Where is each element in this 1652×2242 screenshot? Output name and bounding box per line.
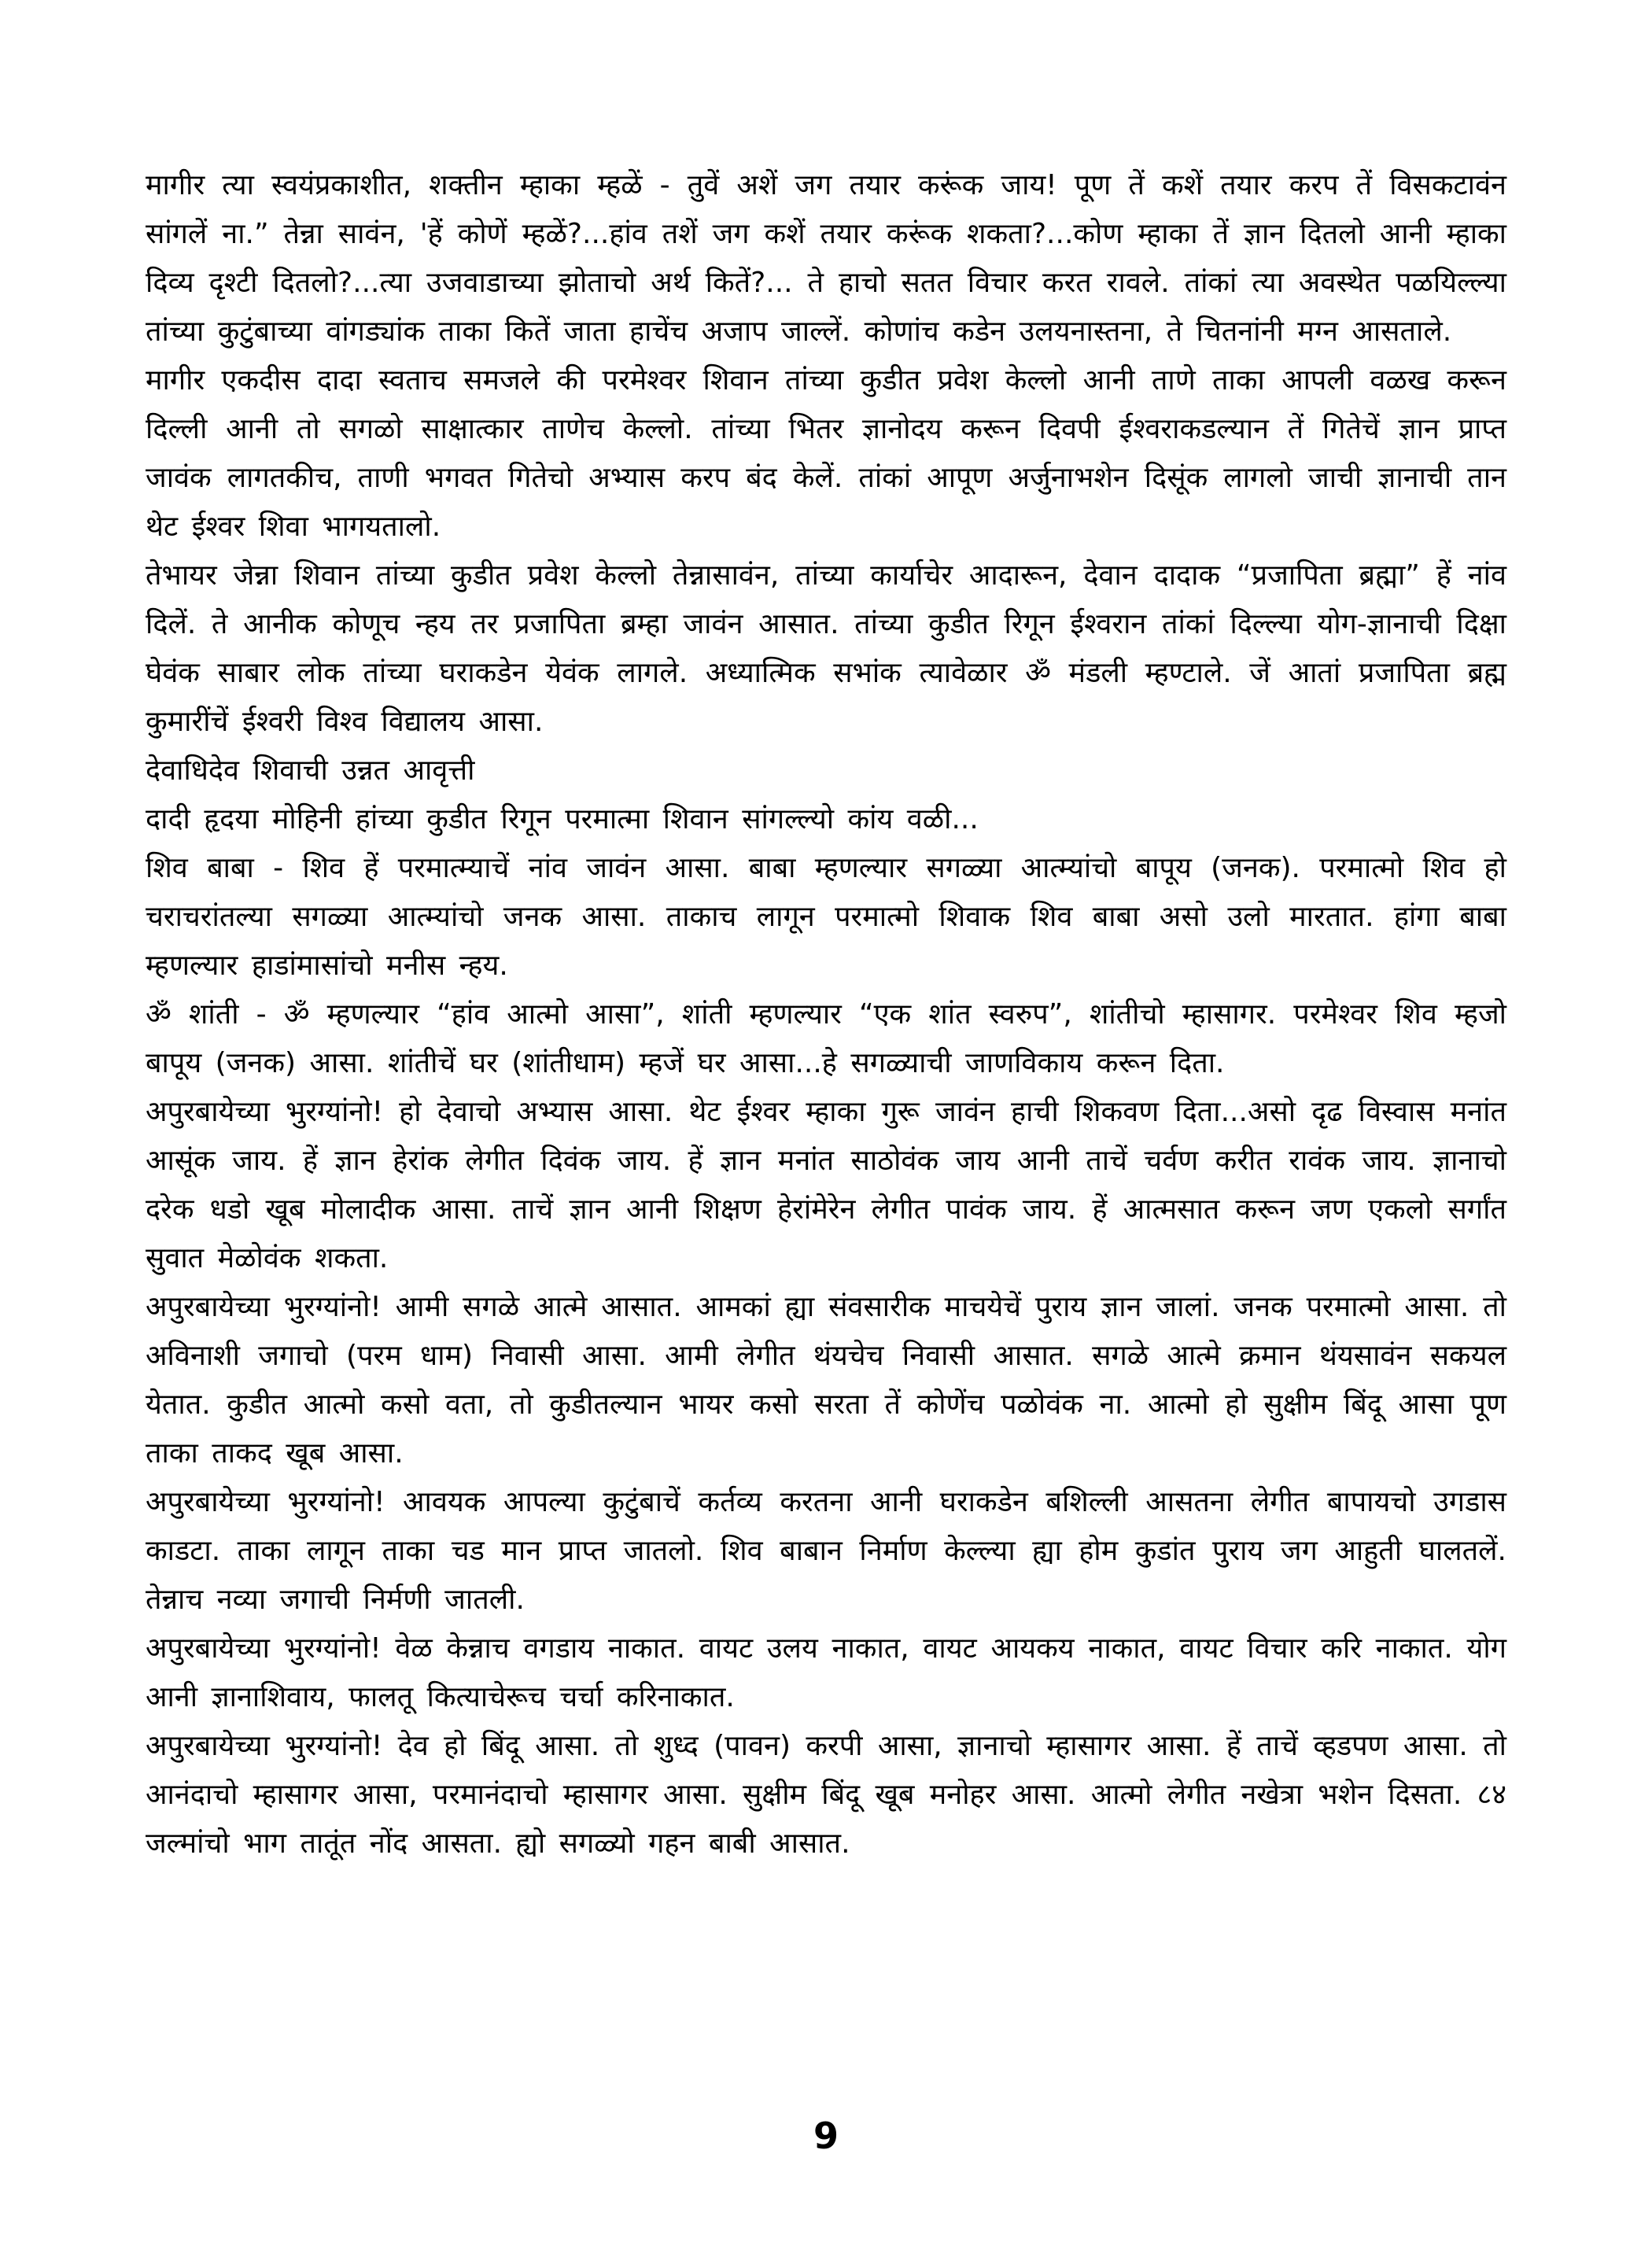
paragraph: शिव बाबा - शिव हें परमात्म्याचें नांव जावंन आसा. बाबा म्हणल्यार सगळ्या आत्म्यांचो बापूय (जनक). परमात्मो शिव हो चराचरांतल्या सगळ्या आत्म्यांचो जनक आसा. ताकाच लागून परमात्मो शिवाक शिव बाबा असो उलो मारतात. हांगा बाबा म्हणल्यार हाडांमासांचो मनीस न्हय. bbox=[146, 852, 1506, 982]
paragraph: अपुरबायेच्या भुरग्यांनो! हो देवाचो अभ्यास आसा. थेट ईश्वर म्हाका गुरू जावंन हाची शिकवण दिता...असो दृढ विस्वास मनांत आसूंक जाय. हें ज्ञान हेरांक लेगीत दिवंक जाय. हें ज्ञान मनांत साठोवंक जाय आनी ताचें चर्वण करीत रावंक जाय. ज्ञानाचो दरेक धडो खूब मोलादीक आसा. ताचें ज्ञान आनी शिक्षण हेरांमेरेन लेगीत पावंक जाय. हें आत्मसात करून जण एकलो सर्गांत सुवात मेळोवंक शकता. bbox=[146, 1096, 1506, 1274]
section-heading: देवाधिदेव शिवाची उन्नत आवृत्ती bbox=[146, 754, 475, 787]
paragraph: अपुरबायेच्या भुरग्यांनो! आमी सगळे आत्मे आसात. आमकां ह्या संवसारीक माचयेचें पुराय ज्ञान जालां. जनक परमात्मो आसा. तो अविनाशी जगाचो (परम धाम) निवासी आसा. आमी लेगीत थंयचेच निवासी आसात. सगळे आत्मे क्रमान थंयसावंन सकयल येतात. कुडीत आत्मो कसो वता, तो कुडीतल्यान भायर कसो सरता तें कोणेंच पळोवंक ना. आत्मो हो सुक्षीम बिंदू आसा पूण ताका ताकद खूब आसा. bbox=[146, 1291, 1506, 1469]
paragraph: अपुरबायेच्या भुरग्यांनो! देव हो बिंदू आसा. तो शुध्द (पावन) करपी आसा, ज्ञानाचो म्हासागर आसा. हें ताचें व्हडपण आसा. तो आनंदाचो म्हासागर आसा, परमानंदाचो म्हासागर आसा. सुक्षीम बिंदू खूब मनोहर आसा. आत्मो लेगीत नखेत्रा भशेन दिसता. ८४ जल्मांचो भाग तातूंत नोंद आसता. ह्यो सगळ्यो गहन बाबी आसात. bbox=[146, 1730, 1506, 1860]
section-intro-line: दादी हृदया मोहिनी हांच्या कुडीत रिगून परमात्मा शिवान सांगल्ल्यो कांय वळी... bbox=[146, 803, 979, 835]
paragraph: मागीर एकदीस दादा स्वताच समजले की परमेश्वर शिवान तांच्या कुडीत प्रवेश केल्लो आनी ताणे ताका आपली वळख करून दिल्ली आनी तो सगळो साक्षात्कार ताणेच केल्लो. तांच्या भितर ज्ञानोदय करून दिवपी ईश्वराकडल्यान तें गितेचें ज्ञान प्राप्त जावंक लागतकीच, ताणी भगवत गितेचो अभ्यास करप बंद केलें. तांकां आपूण अर्जुनाभशेन दिसूंक लागलो जाची ज्ञानाची तान थेट ईश्वर शिवा भागयतालो. bbox=[146, 364, 1506, 543]
paragraph: अपुरबायेच्या भुरग्यांनो! आवयक आपल्या कुटुंबाचें कर्तव्य करतना आनी घराकडेन बशिल्ली आसतना लेगीत बापायचो उगडास काडटा. ताका लागून ताका चड मान प्राप्त जातलो. शिव बाबान निर्माण केल्ल्या ह्या होम कुडांत पुराय जग आहुती घालतलें. तेन्नाच नव्या जगाची निर्मणी जातली. bbox=[146, 1486, 1506, 1616]
page-number: 9 bbox=[813, 2115, 839, 2157]
paragraph: तेभायर जेन्ना शिवान तांच्या कुडीत प्रवेश केल्लो तेन्नासावंन, तांच्या कार्याचेर आदारून, देवान दादाक “प्रजापिता ब्रह्मा” हें नांव दिलें. ते आनीक कोणूच न्हय तर प्रजापिता ब्रम्हा जावंन आसात. तांच्या कुडीत रिगून ईश्वरान तांकां दिल्ल्या योग-ज्ञानाची दिक्षा घेवंक साबार लोक तांच्या घराकडेन येवंक लागले. अध्यात्मिक सभांक त्यावेळार ॐ मंडली म्हण्टाले. जें आतां प्रजापिता ब्रह्म कुमारींचें ईश्वरी विश्व विद्यालय आसा. bbox=[146, 559, 1506, 738]
body-text bbox=[146, 161, 1506, 1868]
paragraph: मागीर त्या स्वयंप्रकाशीत, शक्तीन म्हाका म्हळें - तुवें अशें जग तयार करूंक जाय! पूण तें कशें तयार करप तें विसकटावंन सांगलें ना.” तेन्ना सावंन, 'हें कोणें म्हळें?...हांव तशें जग कशें तयार करूंक शकता?...कोण म्हाका तें ज्ञान दितलो आनी म्हाका दिव्य दृश्टी दितलो?...त्या उजवाडाच्या झोताचो अर्थ कितें?... ते हाचो सतत विचार करत रावले. तांकां त्या अवस्थेत पळयिल्ल्या तांच्या कुटुंबाच्या वांगड्यांक ताका कितें जाता हाचेंच अजाप जाल्लें. कोणांच कडेन उलयनास्तना, ते चितनांनी मग्न आसताले. bbox=[146, 169, 1506, 348]
paragraph: ॐ शांती - ॐ म्हणल्यार “हांव आत्मो आसा”, शांती म्हणल्यार “एक शांत स्वरुप”, शांतीचो म्हासागर. परमेश्वर शिव म्हजो बापूय (जनक) आसा. शांतीचें घर (शांतीधाम) म्हजें घर आसा...हे सगळ्याची जाणविकाय करून दिता. bbox=[146, 998, 1506, 1079]
paragraph: अपुरबायेच्या भुरग्यांनो! वेळ केन्नाच वगडाय नाकात. वायट उलय नाकात, वायट आयकय नाकात, वायट विचार करि नाकात. योग आनी ज्ञानाशिवाय, फालतू कित्याचेरूच चर्चा करिनाकात. bbox=[146, 1632, 1506, 1713]
